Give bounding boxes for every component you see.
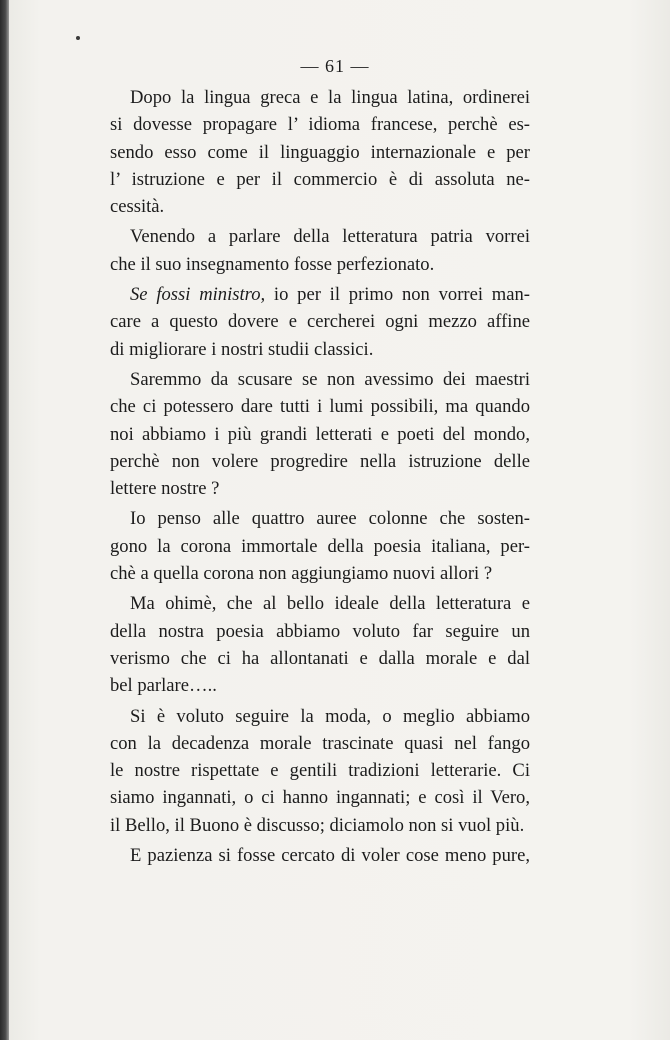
page-binding-shadow — [0, 0, 9, 1040]
paragraph — [110, 84, 530, 220]
text-line: noi abbiamo i più grandi letterati e poeti del mondo, — [110, 423, 530, 445]
text-line — [110, 281, 530, 308]
text-line: care a questo dovere e cercherei ogni mezzo affine — [110, 311, 530, 333]
text-line: che ci potessero dare tutti i lumi possibili, ma quando — [110, 396, 530, 418]
paragraph — [110, 703, 530, 839]
text-line: Saremmo da scusare se non avessimo dei maestri — [130, 368, 530, 390]
text-line: il Bello, il Buono è discusso; diciamolo non si vuol più. — [110, 814, 525, 836]
text-line: bel parlare….. — [110, 675, 217, 697]
text-line: Dopo la lingua greca e la lingua latina, ordinerei — [130, 87, 530, 108]
paragraph — [110, 281, 530, 363]
text-line: con la decadenza morale trascinate quasi nel fango — [110, 732, 530, 754]
text-line: che il suo insegnamento fosse perfezionato. — [110, 253, 435, 275]
text-line: chè a quella corona non aggiungiamo nuovi allori ? — [110, 563, 493, 585]
text-line: sendo esso come il linguaggio internazionale e per — [110, 141, 530, 163]
text-line: Venendo a parlare della letteratura patria vorrei — [130, 226, 530, 248]
text-line: lettere nostre ? — [110, 478, 220, 500]
text-line: E pazienza si fosse cercato di voler cose meno pure, — [130, 845, 530, 867]
body-text — [110, 84, 530, 869]
paragraph — [110, 366, 530, 502]
paragraph — [110, 505, 530, 587]
text-line: verismo che ci ha allontanati e dalla morale e dal — [110, 647, 530, 669]
italic-phrase: Se fossi ministro, — [130, 284, 266, 306]
text-line: Ma ohimè, che al bello ideale della letteratura e — [130, 593, 530, 615]
paragraph — [110, 223, 530, 278]
paragraph — [110, 590, 530, 699]
paragraph — [110, 842, 530, 869]
text-line: della nostra poesia abbiamo voluto far seguire un — [110, 620, 530, 642]
text-line: Io penso alle quattro auree colonne che sosten- — [130, 508, 530, 530]
text-line: di migliorare i nostri studii classici. — [110, 338, 374, 360]
text-line: l’ istruzione e per il commercio è di assoluta ne- — [110, 168, 530, 190]
text-line: siamo ingannati, o ci hanno ingannati; e così il Vero, — [110, 787, 530, 809]
text-line: le nostre rispettate e gentili tradizioni letterarie. Ci — [110, 760, 530, 782]
text-line: cessità. — [110, 196, 165, 218]
text-line: si dovesse propagare l’ idioma francese, perchè es- — [110, 114, 530, 136]
ink-speck — [76, 36, 80, 40]
text-line: perchè non volere progredire nella istruzione delle — [110, 450, 530, 472]
page-number: — 61 — — [300, 56, 370, 76]
text-line: Si è voluto seguire la moda, o meglio abbiamo — [130, 705, 530, 727]
text-line: gono la corona immortale della poesia italiana, per- — [110, 535, 530, 557]
text-fragment: io per il primo non vorrei man- — [265, 284, 530, 306]
